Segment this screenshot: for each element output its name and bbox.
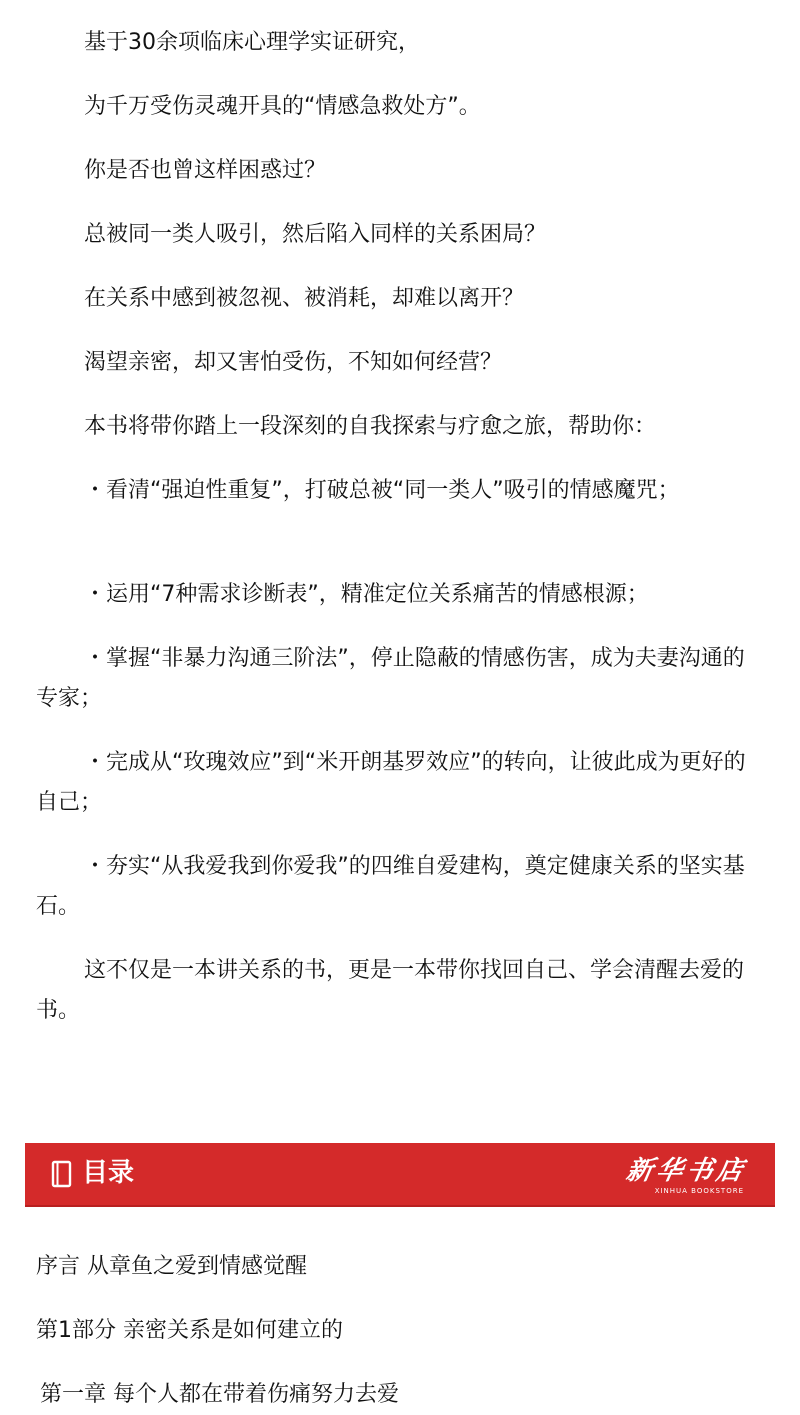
bullet-item: ・掌握“非暴力沟通三阶法”，停止隐蔽的情感伤害，成为夫妻沟通的专家； (36, 646, 745, 711)
intro-paragraph: 在关系中感到被忽视、被消耗，却难以离开？ (84, 286, 525, 311)
toc-item: 序言 从章鱼之爱到情感觉醒 (36, 1254, 307, 1279)
toc-item: 第1部分 亲密关系是如何建立的 (36, 1318, 343, 1343)
toc-title: 目录 (82, 1158, 135, 1188)
intro-paragraph: 基于30余项临床心理学实证研究， (84, 30, 420, 55)
xinhua-bookstore-logo: 新华书店 (623, 1156, 750, 1186)
toc-item: 第一章 每个人都在带着伤痛努力去爱 (40, 1382, 399, 1407)
intro-paragraph: 这不仅是一本讲关系的书，更是一本带你找回自己、学会清醒去爱的书。 (36, 958, 745, 1023)
bullet-item: ・夯实“从我爱我到你爱我”的四维自爱建构，奠定健康关系的坚实基石。 (36, 854, 745, 919)
intro-paragraph: 本书将带你踏上一段深刻的自我探索与疗愈之旅，帮助你： (84, 414, 657, 439)
intro-paragraph: 总被同一类人吸引，然后陷入同样的关系困局？ (84, 222, 547, 247)
intro-paragraph: 为千万受伤灵魂开具的“情感急救处方”。 (84, 94, 481, 119)
bullet-item: ・看清“强迫性重复”，打破总被“同一类人”吸引的情感魔咒； (84, 478, 680, 503)
bullet-item: ・运用“7种需求诊断表”，精准定位关系痛苦的情感根源； (84, 582, 649, 607)
book-icon (51, 1160, 73, 1188)
xinhua-bookstore-logo-subtitle: XINHUA BOOKSTORE (654, 1187, 744, 1195)
intro-paragraph: 你是否也曾这样困惑过？ (84, 158, 327, 183)
toc-header-banner (25, 1143, 775, 1207)
intro-paragraph: 渴望亲密，却又害怕受伤，不知如何经营？ (84, 350, 503, 375)
bullet-item: ・完成从“玫瑰效应”到“米开朗基罗效应”的转向，让彼此成为更好的自己； (36, 750, 746, 815)
